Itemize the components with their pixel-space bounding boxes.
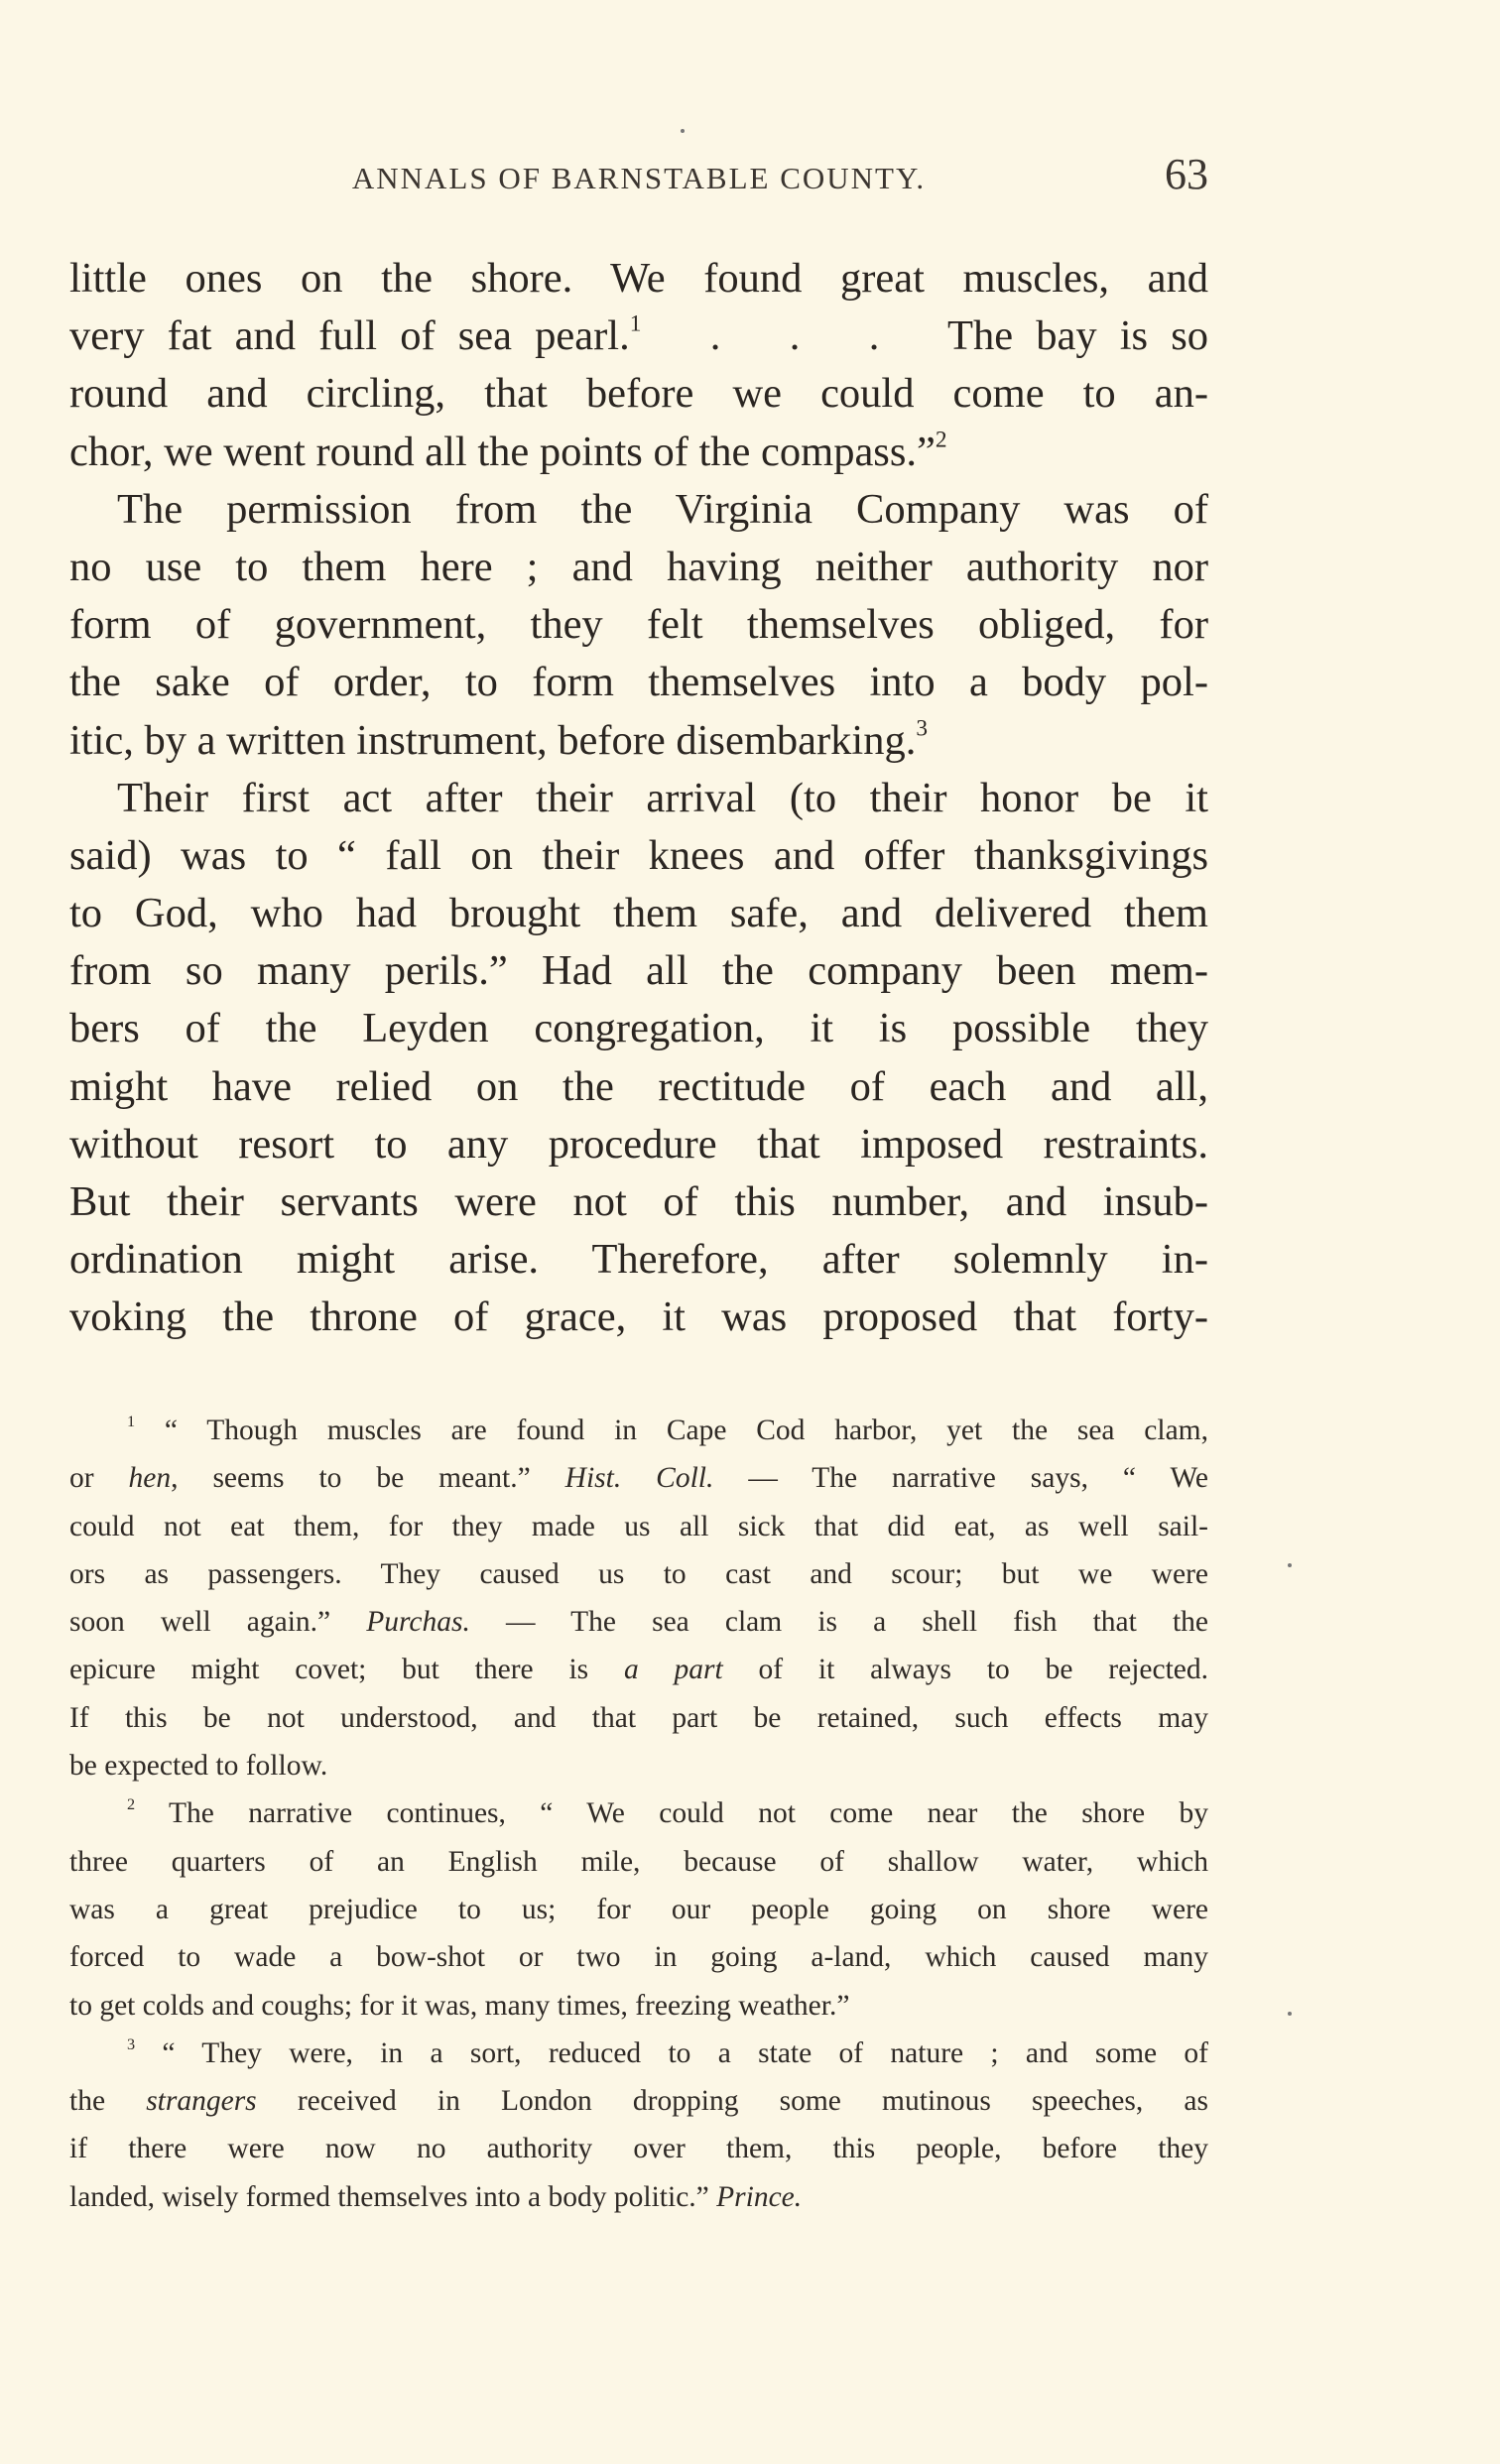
footnotes [69, 1407, 1208, 2221]
body-line-text: said) was to “ fall on their knees and offer thanksgivings [69, 831, 1208, 879]
body-line-text: the sake of order, to form themselves into a body pol- [69, 659, 1208, 706]
body-line [69, 1289, 1208, 1346]
footnote-text: could not eat them, for they made us all sick that did eat, as well sail- [69, 1510, 1208, 1542]
footnote-text: three quarters of an English mile, because of shallow water, which [69, 1845, 1208, 1878]
body-line-text: itic, by a written instrument, before disembarking. [69, 716, 917, 764]
footnote-line [69, 2030, 1208, 2077]
footnote-text: , seems to be meant.” [171, 1462, 565, 1495]
footnote-line [69, 1598, 1208, 1646]
body-line [69, 308, 1208, 365]
footnote-text: The narrative continues, “ We could not come near the shore by [135, 1797, 1208, 1830]
footnote-line [69, 1742, 1208, 1789]
body-line-text: little ones on the shore. We found great muscles, and [69, 255, 1208, 302]
body-line-text: voking the throne of grace, it was proposed that forty- [69, 1294, 1208, 1341]
footnote-text: soon well again.” [69, 1606, 367, 1639]
body-line [69, 942, 1208, 1000]
footnote-line [69, 1933, 1208, 1981]
body-line-text: But their servants were not of this number, and insub- [69, 1178, 1208, 1225]
body-line-text: . . . The bay is so [641, 312, 1208, 360]
body-line [69, 827, 1208, 885]
footnote-number: 1 [127, 1413, 136, 1431]
footnote-text: Purchas. [366, 1606, 470, 1639]
body-line [69, 1000, 1208, 1057]
body-line [69, 596, 1208, 654]
body-line-text: bers of the Leyden congregation, it is possible they [69, 1005, 1208, 1052]
page-number: 63 [1165, 150, 1208, 198]
footnote-text: if there were now no authority over them, this people, before they [69, 2133, 1208, 2165]
body-line-text: The permission from the Virginia Company was of [117, 485, 1208, 533]
body-line [69, 481, 1208, 539]
footnote-text: or [69, 1462, 129, 1495]
body-line-text: might have relied on the rectitude of each and all, [69, 1062, 1208, 1110]
footnote-text: forced to wade a bow-shot or two in going a-land, which caused many [69, 1941, 1208, 1974]
footnote-text: epicure might covet; but there is [69, 1654, 624, 1686]
footnote-text: strangers [146, 2085, 257, 2118]
body-line-text: to God, who had brought them safe, and delivered them [69, 890, 1208, 937]
running-head: ANNALS OF BARNSTABLE COUNTY. [351, 161, 927, 195]
footnote-text: Prince. [716, 2180, 803, 2213]
footnote-text: — The sea clam is a shell fish that the [469, 1606, 1208, 1639]
body-line-text: round and circling, that before we could come to an- [69, 370, 1208, 418]
body-line-text: ordination might arise. Therefore, after solemnly in- [69, 1236, 1208, 1284]
footnote-text: If this be not understood, and that part be retained, such effects may [69, 1701, 1208, 1734]
footnote-text: landed, wisely formed themselves into a body politic.” [69, 2180, 717, 2213]
footnote-line [69, 2173, 1208, 2221]
footnote-number: 3 [127, 2034, 136, 2053]
footnote-line [69, 1407, 1208, 1454]
footnote-text: of it always to be rejected. [722, 1654, 1208, 1686]
footnote-line [69, 1838, 1208, 1886]
footnote-text: “ They were, in a sort, reduced to a state of nature ; and some of [135, 2036, 1208, 2069]
footnote-ref: 2 [935, 426, 947, 452]
footnote-line [69, 1503, 1208, 1550]
footnote-text: the [69, 2085, 147, 2118]
body-line [69, 1231, 1208, 1289]
footnote-line [69, 1886, 1208, 1933]
footnote-line [69, 2077, 1208, 2125]
body-line [69, 1058, 1208, 1116]
body-line-text: no use to them here ; and having neither authority nor [69, 543, 1208, 590]
footnote-number: 2 [127, 1795, 136, 1814]
body-line [69, 770, 1208, 827]
footnote-text: be expected to follow. [69, 1750, 328, 1783]
margin-speck [1288, 2012, 1292, 2016]
footnote-line [69, 1694, 1208, 1742]
body-line-text: chor, we went round all the points of the compass.” [69, 428, 936, 475]
footnote-line [69, 1550, 1208, 1598]
footnote-text: “ Though muscles are found in Cape Cod harbor, yet the sea clam, [135, 1415, 1208, 1446]
footnote-text: was a great prejudice to us; for our people going on shore were [69, 1893, 1208, 1925]
footnote-line [69, 1646, 1208, 1693]
body-line [69, 654, 1208, 711]
body-line [69, 539, 1208, 596]
footnote-text: a part [623, 1654, 723, 1686]
body-text [69, 250, 1208, 1347]
body-line [69, 1173, 1208, 1231]
page-header [69, 149, 1208, 208]
footnote-text: ors as passengers. They caused us to cast and scour; but we were [69, 1557, 1208, 1590]
footnote-text: to get colds and coughs; for it was, many times, freezing weather.” [69, 1989, 850, 2022]
footnote-ref: 3 [916, 714, 929, 741]
margin-speck [681, 129, 685, 133]
margin-speck [1288, 1563, 1292, 1567]
body-line-text: Their first act after their arrival (to their honor be it [117, 774, 1208, 821]
body-line-text: from so many perils.” Had all the company been mem- [69, 947, 1208, 995]
body-line [69, 250, 1208, 308]
footnote-text: — The narrative says, “ We [713, 1462, 1209, 1495]
footnote-text: hen [128, 1462, 172, 1495]
footnote-ref: 1 [629, 310, 642, 337]
footnote-line [69, 2125, 1208, 2172]
body-line [69, 365, 1208, 423]
body-line [69, 885, 1208, 942]
footnote-text: received in London dropping some mutinous speeches, as [256, 2085, 1208, 2118]
footnote-line [69, 1982, 1208, 2030]
body-line-text: without resort to any procedure that imposed restraints. [69, 1120, 1208, 1168]
body-line [69, 712, 1208, 770]
footnote-line [69, 1454, 1208, 1502]
body-line [69, 1116, 1208, 1173]
body-line-text: very fat and full of sea pearl. [69, 312, 630, 360]
body-line-text: form of government, they felt themselves obliged, for [69, 601, 1208, 649]
body-line [69, 424, 1208, 481]
footnote-text: Hist. Coll. [564, 1462, 714, 1495]
footnote-line [69, 1789, 1208, 1837]
